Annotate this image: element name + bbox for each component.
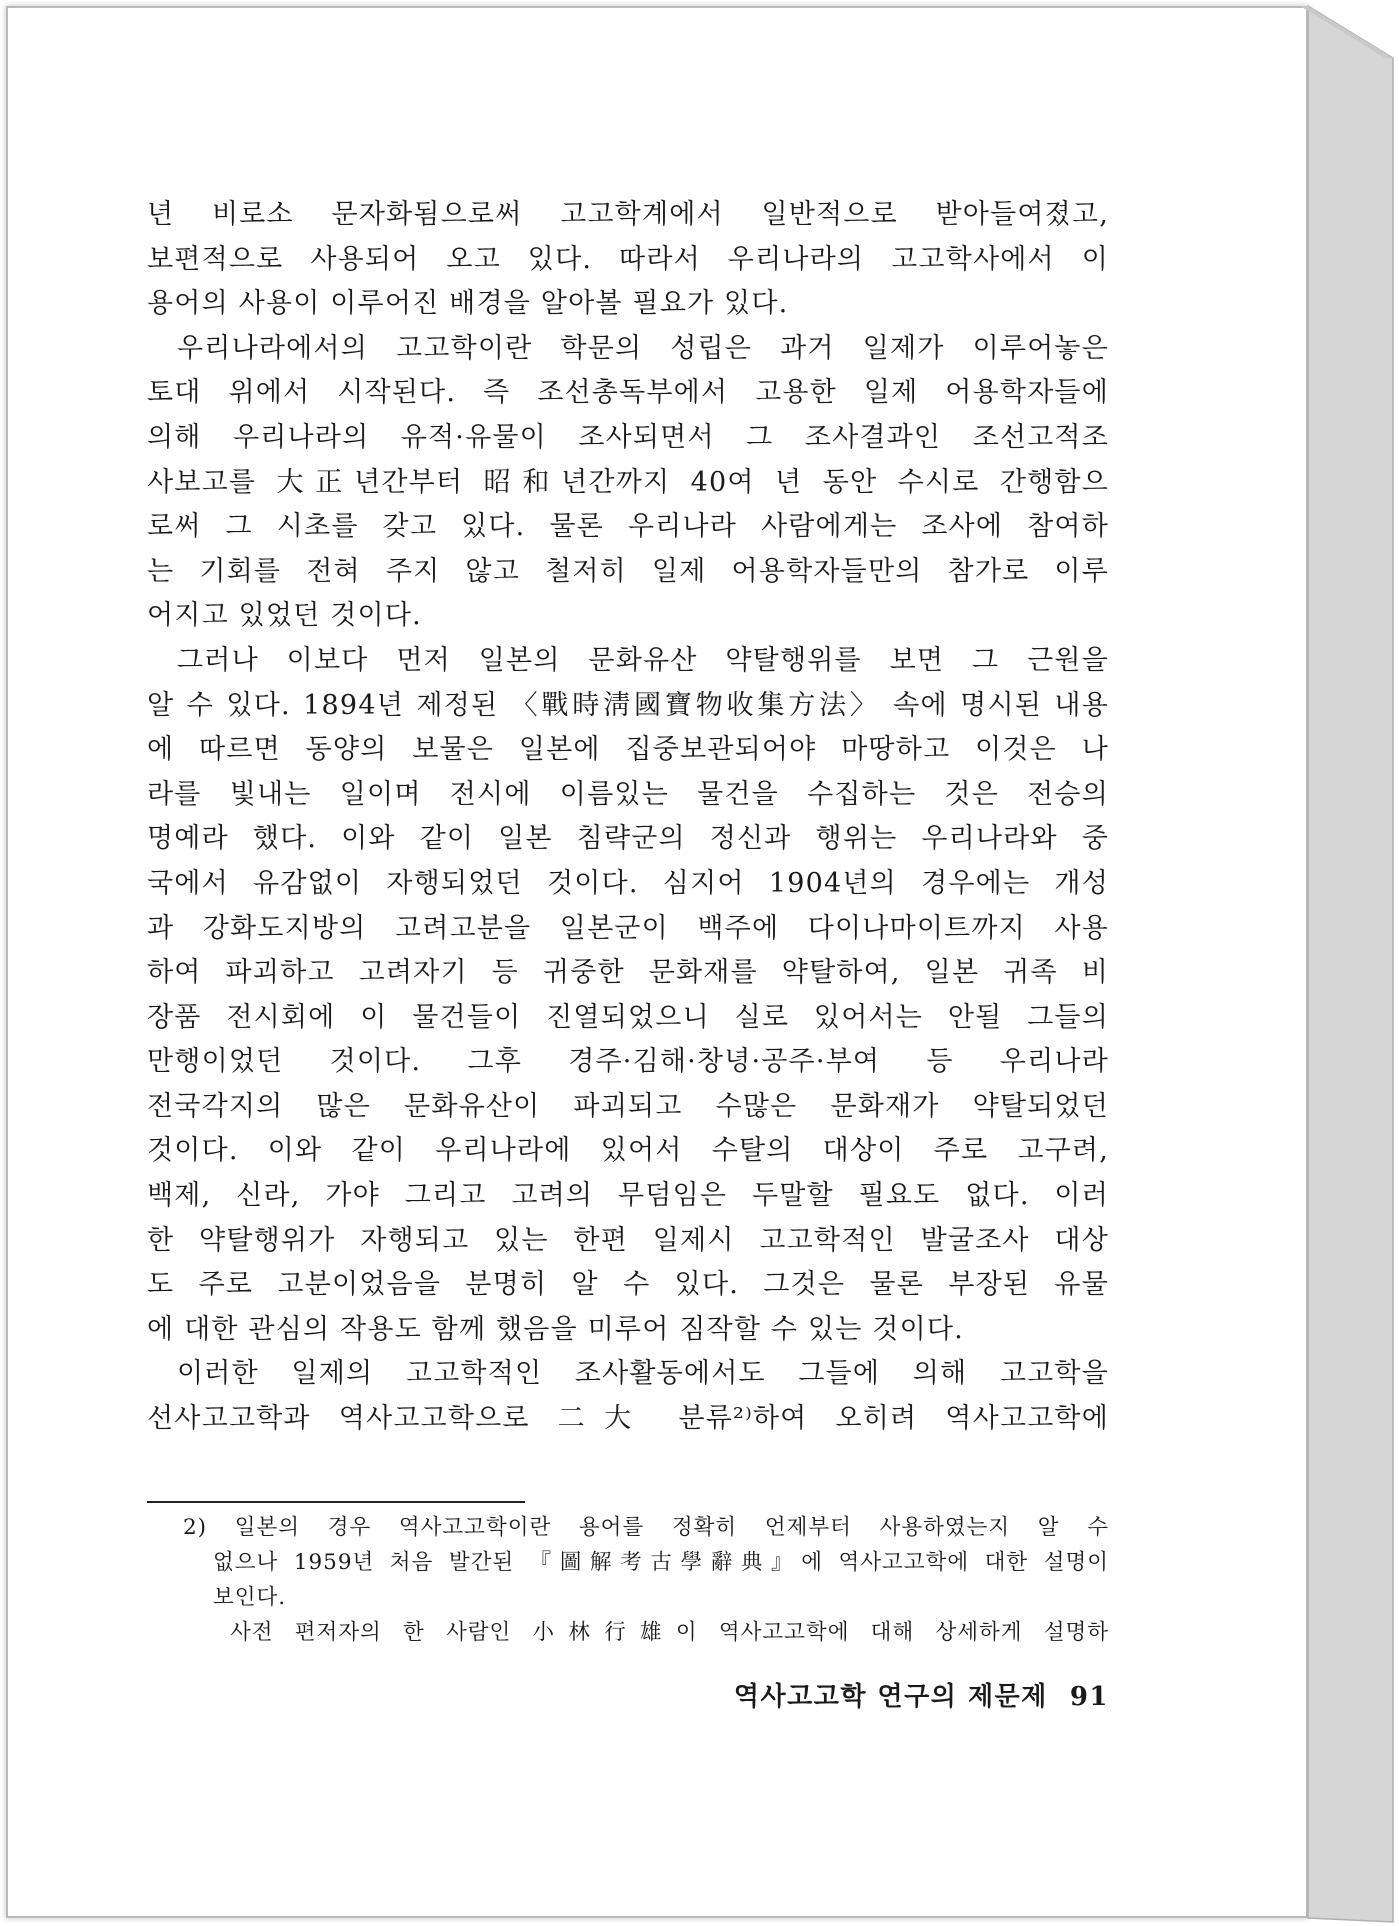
paragraph-3 — [147, 639, 1109, 1353]
text-line: 한 약탈행위가 자행되고 있는 한편 일제시 고고학적인 발굴조사 대상 — [147, 1224, 1109, 1256]
paragraph-2 — [147, 327, 1109, 639]
text-line: 우리나라에서의 고고학이란 학문의 성립은 과거 일제가 이루어놓은 — [177, 332, 1109, 364]
footnotes — [183, 1510, 1109, 1650]
footnote-line-1 — [183, 1510, 1109, 1545]
text-line: 라를 빛내는 일이며 전시에 이름있는 물건을 수집하는 것은 전승의 — [147, 778, 1109, 810]
footnote-line: 없으나 1959년 처음 발간된 『圖解考古學辭典』에 역사고고학에 대한 설명이 — [213, 1550, 1109, 1575]
footnote-divider — [147, 1501, 525, 1503]
text-line: 에 대한 관심의 작용도 함께 했음을 미루어 짐작할 수 있는 것이다. — [147, 1313, 964, 1345]
text-line: 토대 위에서 시작된다. 즉 조선총독부에서 고용한 일제 어용학자들에 — [147, 377, 1109, 409]
text-line: 국에서 유감없이 자행되었던 것이다. 심지어 1904년의 경우에는 개성 — [147, 867, 1109, 899]
text-line: 선사고고학과 역사고고학으로 二大 분류²⁾하여 오히려 역사고고학에 — [147, 1403, 1109, 1435]
text-line: 것이다. 이와 같이 우리나라에 있어서 수탈의 대상이 주로 고구려, — [147, 1135, 1109, 1167]
text-line: 백제, 신라, 가야 그리고 고려의 무덤임은 두말할 필요도 없다. 이러 — [147, 1180, 1109, 1212]
footnote-marker: 2) — [183, 1515, 208, 1540]
text-line: 보편적으로 사용되어 오고 있다. 따라서 우리나라의 고고학사에서 이 — [147, 243, 1109, 275]
text-line: 에 따르면 동양의 보물은 일본에 집중보관되어야 마땅하고 이것은 나 — [147, 734, 1109, 766]
text-line: 하여 파괴하고 고려자기 등 귀중한 문화재를 약탈하여, 일본 귀족 비 — [147, 957, 1109, 989]
text-line: 만행이었던 것이다. 그후 경주·김해·창녕·공주·부여 등 우리나라 — [147, 1046, 1109, 1078]
footnote-line: 사전 편저자의 한 사람인 小林行雄이 역사고고학에 대해 상세하게 설명하 — [230, 1620, 1109, 1645]
text-line: 어지고 있었던 것이다. — [147, 600, 422, 632]
text-line: 의해 우리나라의 유적·유물이 조사되면서 그 조사결과인 조선고적조 — [147, 421, 1109, 453]
text-line: 사보고를 大正년간부터 昭和년간까지 40여 년 동안 수시로 간행함으 — [147, 466, 1109, 498]
text-line: 명예라 했다. 이와 같이 일본 침략군의 정신과 행위는 우리나라와 중 — [147, 823, 1109, 855]
text-line: 장품 전시회에 이 물건들이 진열되었으니 실로 있어서는 안될 그들의 — [147, 1001, 1109, 1033]
running-title: 역사고고학 연구의 제문제 — [733, 1682, 1048, 1712]
text-line: 그러나 이보다 먼저 일본의 문화유산 약탈행위를 보면 그 근원을 — [177, 644, 1109, 676]
text-line: 년 비로소 문자화됨으로써 고고학계에서 일반적으로 받아들여졌고, — [147, 199, 1109, 230]
text-line: 이러한 일제의 고고학적인 조사활동에서도 그들에 의해 고고학을 — [177, 1358, 1109, 1390]
text-line: 도 주로 고분이었음을 분명히 알 수 있다. 그것은 물론 부장된 유물 — [147, 1269, 1109, 1301]
body-text — [147, 193, 1109, 1442]
paragraph-4 — [147, 1352, 1109, 1441]
running-footer — [734, 1676, 1109, 1713]
paragraph-1 — [147, 193, 1109, 327]
text-line: 전국각지의 많은 문화유산이 파괴되고 수많은 문화재가 약탈되었던 — [147, 1090, 1109, 1122]
footnote-line: 보인다. — [213, 1585, 287, 1610]
book-edge-face — [1308, 6, 1393, 1922]
text-line: 는 기회를 전혀 주지 않고 철저히 일제 어용학자들만의 참가로 이루 — [147, 555, 1109, 587]
text-line: 알 수 있다. 1894년 제정된 〈戰時淸國寶物收集方法〉 속에 명시된 내용 — [147, 689, 1109, 721]
page-number: 91 — [1069, 1682, 1109, 1712]
text-line: 로써 그 시초를 갖고 있다. 물론 우리나라 사람에게는 조사에 참여하 — [147, 511, 1109, 543]
text-line: 용어의 사용이 이루어진 배경을 알아볼 필요가 있다. — [147, 288, 789, 320]
text-line: 과 강화도지방의 고려고분을 일본군이 백주에 다이나마이트까지 사용 — [147, 912, 1109, 944]
book-edge-top — [1300, 6, 1393, 58]
footnote-text: 일본의 경우 역사고고학이란 용어를 정확히 언제부터 사용하였는지 알 수 — [234, 1515, 1109, 1540]
